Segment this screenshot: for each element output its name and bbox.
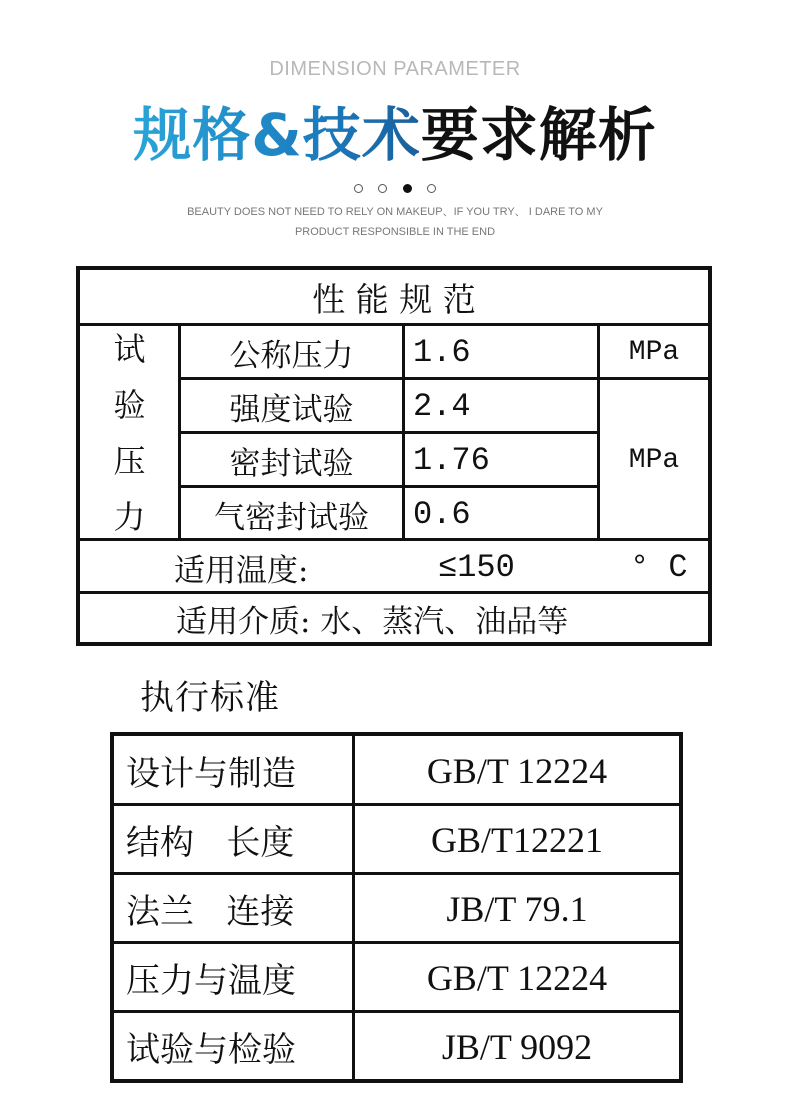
spec-group-char: 压 bbox=[113, 442, 146, 480]
spec-row-value: 0.6 bbox=[413, 495, 471, 533]
page-title-blue: 规格&技术 bbox=[133, 101, 421, 169]
tagline-line1: BEAUTY DOES NOT NEED TO RELY ON MAKEUP、IF YOU TRY、 I DARE TO MY bbox=[187, 206, 603, 218]
table-row bbox=[114, 943, 679, 1012]
spec-row-value: 1.6 bbox=[413, 333, 471, 371]
spec-row-value: 1.76 bbox=[413, 441, 490, 479]
standard-name: 法兰 连接 bbox=[126, 892, 295, 932]
spec-row-name: 密封试验 bbox=[229, 445, 354, 482]
spec-row-name: 公称压力 bbox=[229, 337, 354, 374]
page-title-black: 要求解析 bbox=[420, 101, 657, 169]
standard-code: GB/T12221 bbox=[430, 819, 603, 860]
standard-name: 试验与检验 bbox=[126, 1030, 296, 1070]
tagline-line2: PRODUCT RESPONSIBLE IN THE END bbox=[294, 226, 496, 238]
standard-code: JB/T 79.1 bbox=[446, 888, 588, 929]
standard-name: 结构 长度 bbox=[126, 823, 295, 863]
spec-unit-first: MPa bbox=[628, 336, 680, 368]
dot-indicator-active bbox=[403, 184, 412, 193]
temp-value: ≤150 bbox=[438, 548, 515, 586]
standard-code: JB/T 9092 bbox=[441, 1026, 593, 1067]
temp-unit: ° C bbox=[630, 548, 688, 586]
standards-title: 执行标准 bbox=[140, 678, 280, 718]
table-row bbox=[114, 874, 679, 943]
standard-name: 压力与温度 bbox=[126, 961, 296, 1001]
spec-group-char: 验 bbox=[113, 386, 146, 424]
temp-label: 适用温度: bbox=[174, 552, 309, 589]
standard-code: GB/T 12224 bbox=[426, 957, 608, 998]
table-row bbox=[114, 1012, 679, 1081]
spec-unit-rest: MPa bbox=[628, 444, 680, 476]
spec-row-name: 气密封试验 bbox=[214, 499, 369, 536]
table-row bbox=[114, 736, 679, 805]
spec-table bbox=[76, 266, 712, 646]
spec-group-label bbox=[80, 326, 179, 540]
subtitle-en: DIMENSION PARAMETER bbox=[269, 58, 521, 80]
standards-table bbox=[110, 732, 683, 1083]
spec-group-char: 试 bbox=[113, 330, 146, 368]
page-title bbox=[0, 88, 790, 172]
standard-code: GB/T 12224 bbox=[426, 750, 608, 791]
table-row bbox=[114, 805, 679, 874]
tagline bbox=[0, 202, 790, 242]
spec-table-title: 性 能 规 范 bbox=[312, 280, 476, 319]
spec-group-char: 力 bbox=[113, 498, 146, 536]
dot-indicator bbox=[354, 184, 363, 193]
dot-indicator bbox=[427, 184, 436, 193]
dot-indicator bbox=[378, 184, 387, 193]
medium-text: 适用介质: 水、蒸汽、油品等 bbox=[176, 603, 569, 640]
standard-name: 设计与制造 bbox=[126, 754, 296, 794]
spec-row-value: 2.4 bbox=[413, 387, 471, 425]
carousel-dots bbox=[0, 178, 790, 190]
spec-row-name: 强度试验 bbox=[229, 391, 354, 428]
